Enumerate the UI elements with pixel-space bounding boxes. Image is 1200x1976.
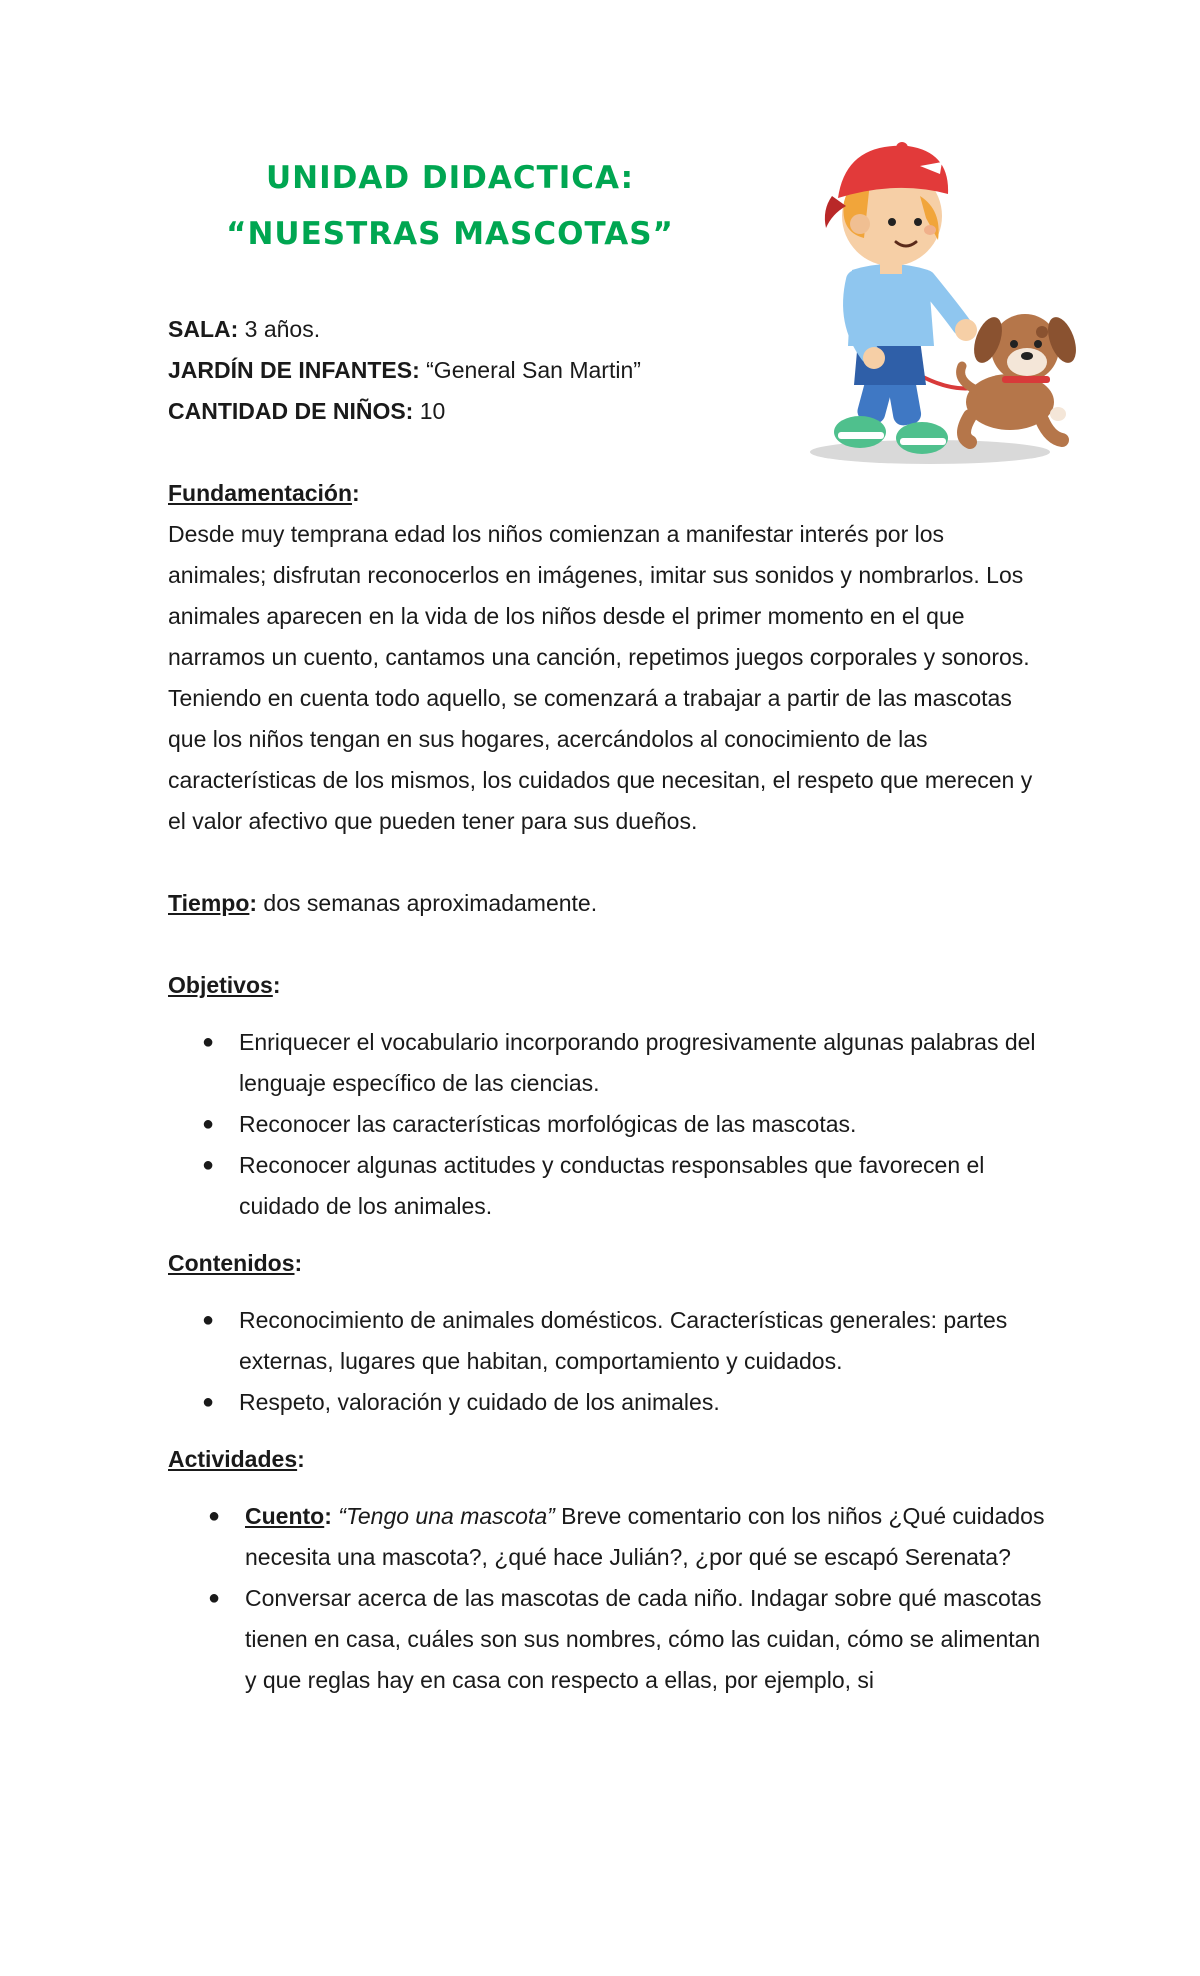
title-line-2: “NUESTRAS MASCOTAS” (226, 216, 674, 252)
list-item: ● Enriquecer el vocabulario incorporando progresivamente algunas palabras del lenguaje específico de las ciencias. (168, 1022, 1048, 1104)
fundamentacion-para-2: Teniendo en cuenta todo aquello, se comenzará a trabajar a partir de las mascotas que los niños tengan en sus hogares, acercándolos al conocimiento de las características de los mismos, los cuidados que necesitan, el respeto que merecen y el valor afectivo que pueden tener para sus dueños. (168, 685, 1033, 834)
bullet-icon: ● (202, 1391, 215, 1413)
sala-value: 3 años. (238, 316, 321, 342)
contenidos-list (168, 1300, 1048, 1423)
sala-line (168, 309, 1048, 350)
jardin-line (168, 350, 1048, 391)
actividades-list (168, 1496, 1048, 1701)
fundamentacion-para-1: Desde muy temprana edad los niños comienzan a manifestar interés por los animales; disfrutan reconocerlos en imágenes, imitar sus sonidos y nombrarlos. Los animales aparecen en la vida de los niños desde el primer momento en el que narramos un cuento, cantamos una canción, repetimos juegos corporales y sonoros. (168, 521, 1030, 670)
cantidad-line (168, 391, 1048, 432)
objetivos-heading: Objetivos: (168, 972, 281, 998)
bullet-icon: ● (202, 1309, 215, 1331)
jardin-value: “General San Martin” (419, 357, 641, 383)
list-item: ● Respeto, valoración y cuidado de los animales. (168, 1382, 1048, 1423)
bullet-icon: ● (208, 1505, 221, 1527)
list-item: ● Cuento: “Tengo una mascota” Breve comentario con los niños ¿Qué cuidados necesita una mascota?, ¿qué hace Julián?, ¿por qué se escapó Serenata? (168, 1496, 1048, 1578)
objetivos-list (168, 1022, 1048, 1227)
bullet-icon: ● (202, 1154, 215, 1176)
fundamentacion-heading: Fundamentación: (168, 480, 360, 506)
list-item: ● Reconocimiento de animales domésticos. Características generales: partes externas, lugares que habitan, comportamiento y cuidados. (168, 1300, 1048, 1382)
tiempo-value: dos semanas aproximadamente. (257, 890, 598, 916)
bullet-icon: ● (208, 1587, 221, 1609)
list-item: ● Reconocer las características morfológicas de las mascotas. (168, 1104, 1048, 1145)
cantidad-label: CANTIDAD DE NIÑOS: (168, 398, 414, 424)
tiempo-line: Tiempo: dos semanas aproximadamente. (168, 890, 598, 916)
sala-label: SALA: (168, 316, 239, 342)
title-line-1: UNIDAD DIDACTICA: (265, 160, 635, 196)
document-body (168, 309, 1048, 1701)
jardin-label: JARDÍN DE INFANTES: (168, 357, 420, 383)
tiempo-heading: Tiempo (168, 890, 250, 916)
cantidad-value: 10 (413, 398, 446, 424)
list-item: ● Reconocer algunas actitudes y conductas responsables que favorecen el cuidado de los animales. (168, 1145, 1048, 1227)
actividades-heading: Actividades: (168, 1446, 305, 1472)
bullet-icon: ● (202, 1113, 215, 1135)
bullet-icon: ● (202, 1031, 215, 1053)
list-item: ● Conversar acerca de las mascotas de cada niño. Indagar sobre qué mascotas tienen en casa, cuáles son sus nombres, cómo las cuidan, cómo se alimentan y que reglas hay en casa con respecto a ellas, por ejemplo, si (168, 1578, 1048, 1701)
contenidos-heading: Contenidos: (168, 1250, 303, 1276)
